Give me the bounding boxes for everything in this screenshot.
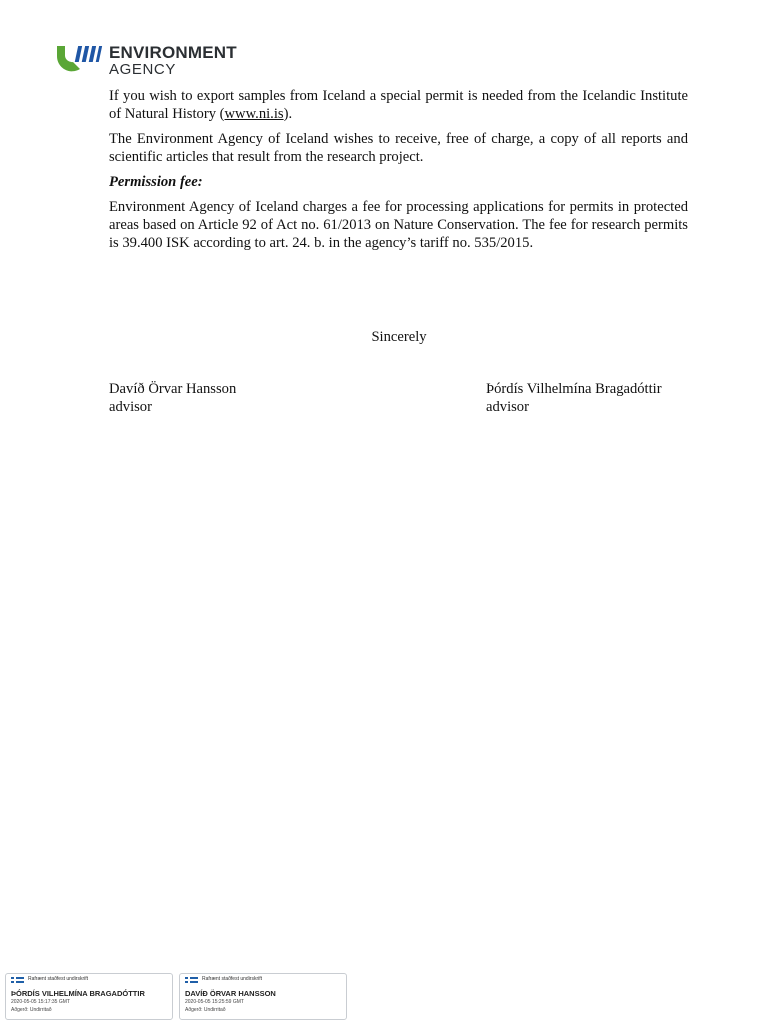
stamp-role: Aðgerð: Undirritað [11,1007,52,1013]
signatory-role: advisor [109,399,152,415]
stamp-header: Rafrænt staðfest undirskrift [28,976,89,982]
export-permit-text: If you wish to export samples from Iceland a special permit is needed from the Icelandic Institute of Natural History ( [109,88,688,122]
e-signature-stamp [5,973,173,1020]
closing-sincerely: Sincerely [371,329,427,345]
iceland-flag-icon [11,977,24,983]
stamp-timestamp: 2020-05-05 15:25:59 GMT [185,999,244,1005]
ni-link[interactable]: www.ni.is [224,106,284,122]
export-permit-end: ). [283,106,293,122]
agency-logo [54,42,254,82]
e-signature-stamp [179,973,347,1020]
logo-line1: ENVIRONMENT [109,43,237,62]
iceland-flag-icon [185,977,198,983]
signature-left [109,380,236,416]
signature-right [486,380,662,416]
stamp-timestamp: 2020-05-05 15:17:35 GMT [11,999,70,1005]
fee-heading: Permission fee: [109,174,203,190]
letter-body [109,87,688,259]
signatory-role: advisor [486,399,529,415]
stamp-role: Aðgerð: Undirritað [185,1007,226,1013]
stamp-name: ÞÓRDÍS VILHELMÍNA BRAGADÓTTIR [11,989,145,998]
paragraph-fee: Environment Agency of Iceland charges a fee for processing applications for permits in protected areas based on Article 92 of Act no. 61/2013 on Nature Conservation. The fee for research permits is 39.400 ISK according to art. 24. b. in the agency’s tariff no. 535/2015. [109,199,688,251]
signatory-name: Davíð Örvar Hansson [109,381,237,397]
logo-line2: AGENCY [109,61,176,78]
paragraph-export-permit [109,87,688,123]
paragraph-reports: The Environment Agency of Iceland wishes to receive, free of charge, a copy of all reports and scientific articles that result from the research project. [109,131,688,165]
signatory-name: Þórdís Vilhelmína Bragadóttir [486,381,662,397]
stamp-name: DAVÍÐ ÖRVAR HANSSON [185,989,276,998]
stamp-header: Rafrænt staðfest undirskrift [202,976,263,982]
agency-logo-icon [54,42,104,78]
